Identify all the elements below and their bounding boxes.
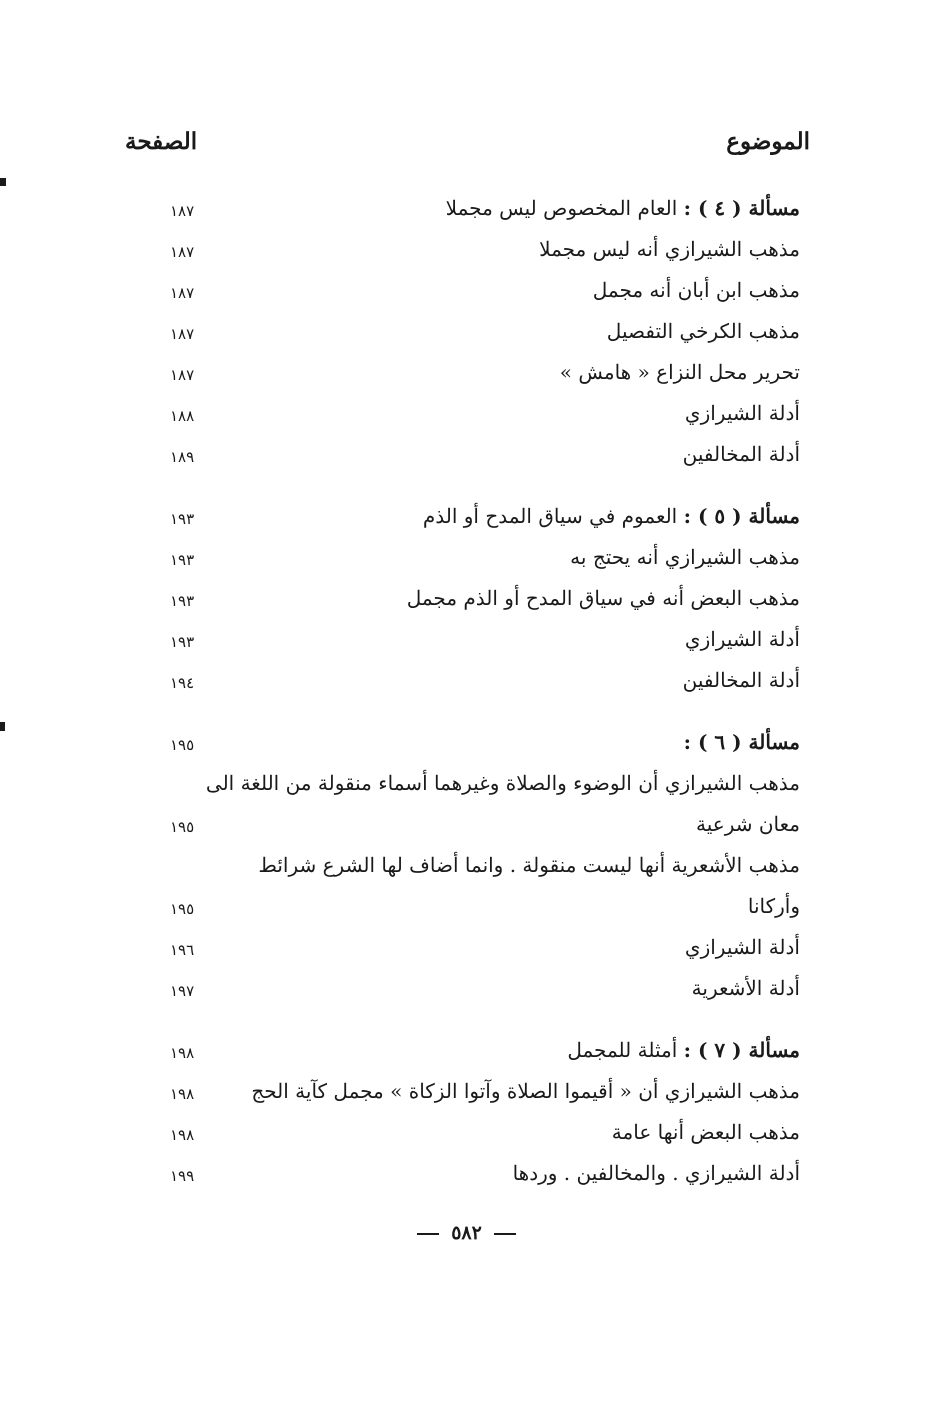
entry-text: مذهب الأشعرية أنها ليست منقولة . وانما أضاف لها الشرع شرائط xyxy=(258,853,800,877)
folio-dash-left xyxy=(417,1233,439,1235)
masala-4-title: العام المخصوص ليس مجملا xyxy=(445,196,678,220)
masala-6-row xyxy=(160,722,800,763)
masala-7-title: أمثلة للمجمل xyxy=(567,1038,678,1062)
masala-5-row xyxy=(160,496,800,537)
toc-row xyxy=(160,352,800,393)
entry-page: ١٩٣ xyxy=(170,633,195,651)
entry-page: ١٩٤ xyxy=(170,674,195,692)
scan-mark xyxy=(0,722,5,731)
masala-4-row xyxy=(160,188,800,229)
toc-row xyxy=(160,1153,800,1194)
entry-page: ١٩٨ xyxy=(170,1085,195,1103)
masala-5-label: مسألة ( ٥ ) : xyxy=(683,504,800,528)
toc-row xyxy=(160,968,800,1009)
entry-text: أدلة الشيرازي xyxy=(684,627,800,651)
section-gap xyxy=(160,475,800,496)
entry-text: مذهب الشيرازي أنه يحتج به xyxy=(570,545,800,569)
entry-page: ١٩٣ xyxy=(170,551,195,569)
toc-row xyxy=(160,393,800,434)
masala-4-page: ١٨٧ xyxy=(170,202,195,220)
entry-text: مذهب الشيرازي أنه ليس مجملا xyxy=(539,237,800,261)
toc-row xyxy=(160,886,800,927)
toc-row xyxy=(160,763,800,804)
entry-text: معان شرعية xyxy=(696,812,800,836)
entry-text: أدلة الأشعرية xyxy=(691,976,800,1000)
toc-row xyxy=(160,804,800,845)
masala-6-label: مسألة ( ٦ ) : xyxy=(683,730,800,754)
entry-page: ١٩٧ xyxy=(170,982,195,1000)
toc-row xyxy=(160,927,800,968)
masala-7-row xyxy=(160,1030,800,1071)
scan-mark xyxy=(0,178,6,186)
entry-page: ١٨٧ xyxy=(170,243,195,261)
table-of-contents xyxy=(160,188,800,1194)
toc-row xyxy=(160,845,800,886)
entry-page: ١٨٧ xyxy=(170,284,195,302)
entry-page: ١٨٧ xyxy=(170,366,195,384)
header-topic: الموضوع xyxy=(726,128,810,155)
entry-text: أدلة المخالفين xyxy=(682,442,800,466)
toc-row xyxy=(160,229,800,270)
entry-text: أدلة الشيرازي . والمخالفين . وردها xyxy=(512,1161,800,1185)
entry-text: مذهب البعض أنها عامة xyxy=(611,1120,800,1144)
masala-7-page: ١٩٨ xyxy=(170,1044,195,1062)
entry-page: ١٩٩ xyxy=(170,1167,195,1185)
folio-dash-right xyxy=(494,1233,516,1235)
header-page: الصفحة xyxy=(125,128,198,155)
toc-header xyxy=(120,128,810,162)
entry-text: مذهب الكرخي التفصيل xyxy=(606,319,800,343)
toc-row xyxy=(160,434,800,475)
entry-page: ١٩٥ xyxy=(170,818,195,836)
section-gap xyxy=(160,701,800,722)
entry-text: مذهب الشيرازي أن الوضوء والصلاة وغيرهما أسماء منقولة من اللغة الى xyxy=(205,771,800,795)
entry-page: ١٩٣ xyxy=(170,592,195,610)
entry-page: ١٨٧ xyxy=(170,325,195,343)
entry-page: ١٩٨ xyxy=(170,1126,195,1144)
entry-text: وأركانا xyxy=(747,894,800,918)
masala-6-page: ١٩٥ xyxy=(170,736,195,754)
toc-row xyxy=(160,537,800,578)
entry-text: أدلة الشيرازي xyxy=(684,401,800,425)
masala-4-label: مسألة ( ٤ ) : xyxy=(683,196,800,220)
entry-text: تحرير محل النزاع « هامش » xyxy=(559,360,800,384)
toc-row xyxy=(160,1112,800,1153)
entry-page: ١٨٩ xyxy=(170,448,195,466)
page-number xyxy=(0,1222,933,1244)
toc-row xyxy=(160,1071,800,1112)
entry-page: ١٩٦ xyxy=(170,941,195,959)
entry-page: ١٨٨ xyxy=(170,407,195,425)
folio-number: ٥٨٢ xyxy=(451,1222,482,1244)
toc-row xyxy=(160,311,800,352)
masala-5-title: العموم في سياق المدح أو الذم xyxy=(422,504,678,528)
entry-text: مذهب ابن أبان أنه مجمل xyxy=(592,278,800,302)
entry-text: مذهب البعض أنه في سياق المدح أو الذم مجمل xyxy=(406,586,800,610)
entry-text: مذهب الشيرازي أن « أقيموا الصلاة وآتوا الزكاة » مجمل كآية الحج xyxy=(251,1079,800,1103)
entry-text: أدلة المخالفين xyxy=(682,668,800,692)
toc-row xyxy=(160,270,800,311)
toc-row xyxy=(160,578,800,619)
section-gap xyxy=(160,1009,800,1030)
masala-7-label: مسألة ( ٧ ) : xyxy=(683,1038,800,1062)
entry-page: ١٩٥ xyxy=(170,900,195,918)
toc-row xyxy=(160,660,800,701)
toc-row xyxy=(160,619,800,660)
masala-5-page: ١٩٣ xyxy=(170,510,195,528)
entry-text: أدلة الشيرازي xyxy=(684,935,800,959)
